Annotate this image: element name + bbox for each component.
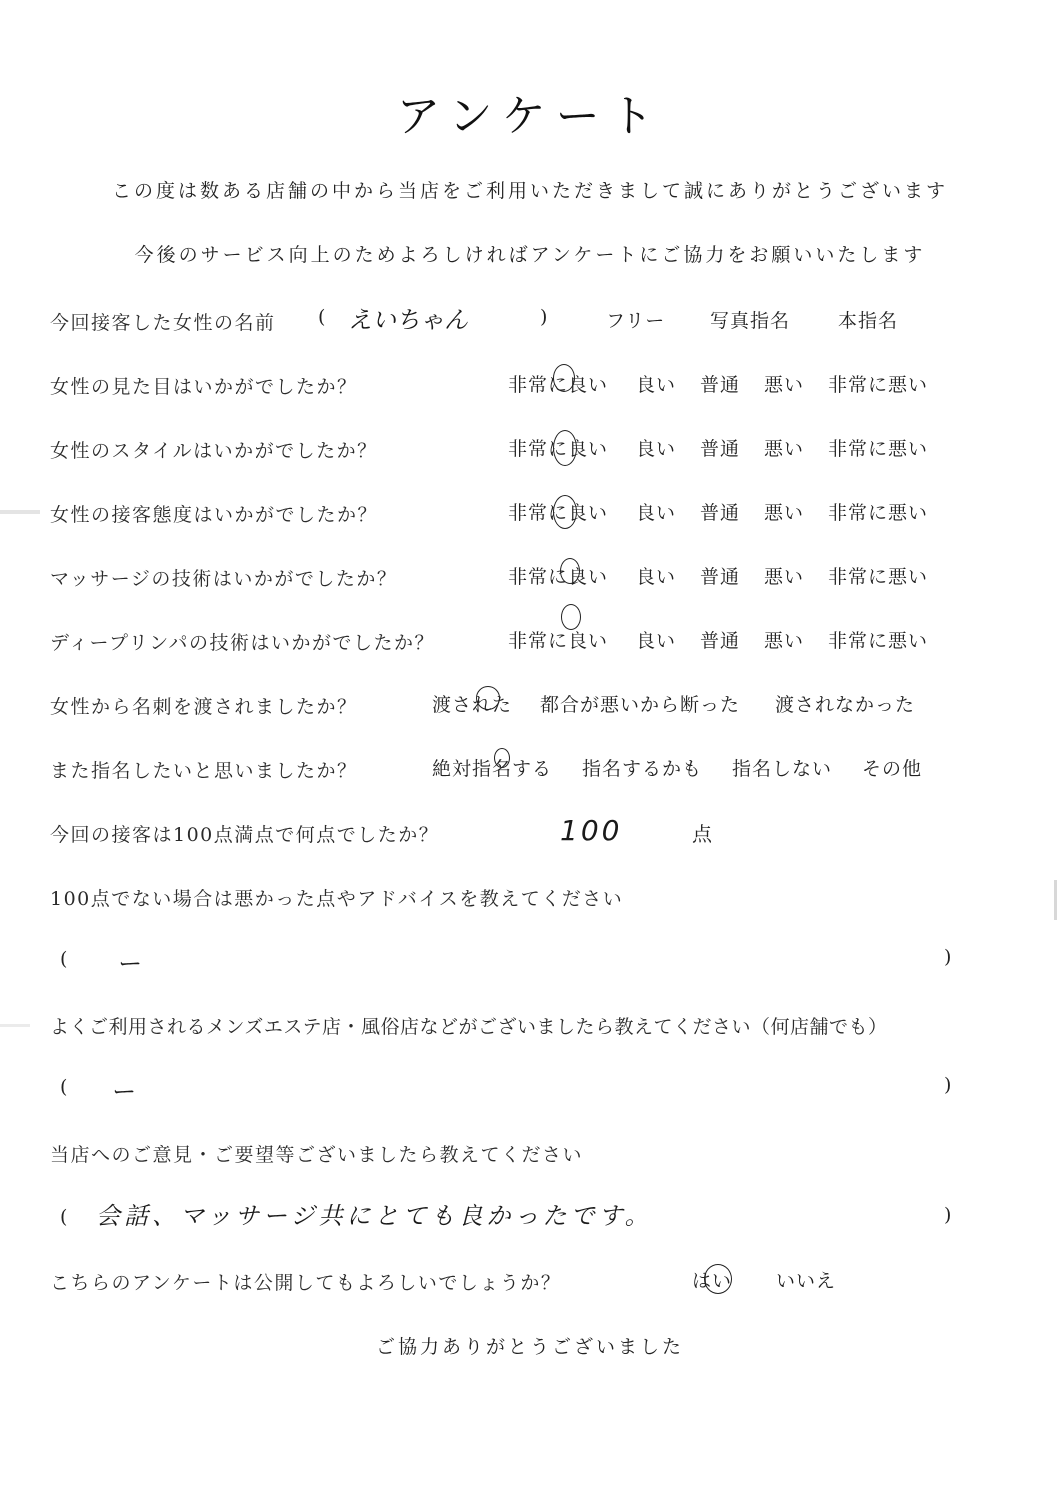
shops-question-label: よくご利用されるメンズエステ店・風俗店などがございましたら教えてください（何店舗でも） (50, 1016, 888, 1038)
again-option-definitely[interactable]: 絶対指名する (432, 758, 553, 780)
rating-option-average[interactable]: 普通 (700, 502, 741, 524)
advice-open-paren: ( (60, 948, 68, 970)
again-question-label: また指名したいと思いましたか？ (50, 760, 358, 782)
selection-circle (553, 364, 575, 392)
rating-option-average[interactable]: 普通 (700, 374, 741, 396)
again-option-other[interactable]: その他 (862, 758, 923, 780)
opinion-answer[interactable]: 会話、マッサージ共にとても良かったです。 (96, 1202, 653, 1230)
name-option-regular[interactable]: 本指名 (838, 310, 899, 332)
rating-option-good[interactable]: 良い (636, 630, 677, 652)
selection-circle (476, 686, 500, 710)
rating-question-style: 女性のスタイルはいかがでしたか？ (50, 440, 378, 462)
selection-circle (704, 1264, 732, 1294)
rating-option-bad[interactable]: 悪い (764, 438, 805, 460)
rating-option-very-bad[interactable]: 非常に悪い (828, 630, 929, 652)
name-open-paren: ( (318, 306, 326, 328)
rating-option-bad[interactable]: 悪い (764, 502, 805, 524)
opinion-open-paren: ( (60, 1206, 68, 1228)
name-close-paren: ) (540, 306, 548, 328)
rating-question-appearance: 女性の見た目はいかがでしたか？ (50, 376, 358, 398)
opinion-close-paren: ) (944, 1204, 952, 1226)
rating-option-good[interactable]: 良い (636, 502, 677, 524)
advice-answer[interactable]: ー (116, 950, 140, 978)
rating-option-good[interactable]: 良い (636, 438, 677, 460)
rating-question-massage: マッサージの技術はいかがでしたか？ (50, 568, 398, 590)
closing-text: ご協力ありがとうございました (375, 1336, 684, 1358)
name-option-free[interactable]: フリー (606, 310, 666, 332)
name-answer[interactable]: えいちゃん (348, 306, 468, 334)
rating-option-bad[interactable]: 悪い (764, 630, 805, 652)
advice-question-label: 100点でない場合は悪かった点やアドバイスを教えてください (50, 888, 624, 910)
again-option-no[interactable]: 指名しない (732, 758, 833, 780)
rating-option-average[interactable]: 普通 (700, 630, 741, 652)
rating-option-very-good[interactable]: 非常に良い (508, 502, 609, 524)
again-option-maybe[interactable]: 指名するかも (582, 758, 703, 780)
opinion-question-label: 当店へのご意見・ご要望等ございましたら教えてください (50, 1144, 584, 1166)
rating-option-average[interactable]: 普通 (700, 566, 741, 588)
rating-option-bad[interactable]: 悪い (764, 566, 805, 588)
publish-question-label: こちらのアンケートは公開してもよろしいでしょうか？ (50, 1272, 562, 1294)
publish-option-no[interactable]: いいえ (776, 1270, 837, 1292)
rating-option-very-good[interactable]: 非常に良い (508, 438, 609, 460)
rating-option-good[interactable]: 良い (636, 374, 677, 396)
rating-option-bad[interactable]: 悪い (764, 374, 805, 396)
rating-question-lymph: ディープリンパの技術はいかがでしたか？ (50, 632, 435, 654)
card-option-not-received[interactable]: 渡されなかった (775, 694, 916, 716)
survey-title: アンケート (396, 91, 664, 142)
card-question-label: 女性から名刺を渡されましたか？ (50, 696, 358, 718)
rating-option-very-good[interactable]: 非常に良い (508, 374, 609, 396)
rating-option-very-bad[interactable]: 非常に悪い (828, 502, 929, 524)
selection-circle (561, 604, 581, 630)
selection-circle (553, 495, 577, 529)
name-question-label: 今回接客した女性の名前 (50, 312, 276, 334)
card-option-declined[interactable]: 都合が悪いから断った (540, 694, 741, 716)
score-answer[interactable]: 100 (560, 814, 623, 847)
selection-circle (494, 748, 510, 768)
intro-line-2: 今後のサービス向上のためよろしければアンケートにご協力をお願いいたします (134, 244, 926, 266)
intro-line-1: この度は数ある店舗の中から当店をご利用いただきまして誠にありがとうございます (111, 180, 948, 202)
rating-option-very-good[interactable]: 非常に良い (508, 566, 609, 588)
rating-option-very-bad[interactable]: 非常に悪い (828, 374, 929, 396)
shops-open-paren: ( (60, 1076, 68, 1098)
score-question-label: 今回の接客は100点満点で何点でしたか？ (50, 824, 440, 846)
selection-circle (560, 558, 580, 584)
rating-question-service: 女性の接客態度はいかがでしたか？ (50, 504, 379, 526)
rating-option-average[interactable]: 普通 (700, 438, 741, 460)
rating-option-very-bad[interactable]: 非常に悪い (828, 438, 929, 460)
scan-artifact (0, 510, 40, 514)
selection-circle (553, 430, 577, 466)
rating-option-very-good[interactable]: 非常に良い (508, 630, 609, 652)
advice-close-paren: ) (944, 946, 952, 968)
scan-artifact (1054, 880, 1057, 920)
name-option-photo[interactable]: 写真指名 (710, 310, 791, 332)
rating-option-very-bad[interactable]: 非常に悪い (828, 566, 929, 588)
shops-close-paren: ) (944, 1074, 952, 1096)
card-option-received[interactable]: 渡された (432, 694, 513, 716)
scan-artifact (0, 1024, 30, 1027)
shops-answer[interactable]: ー (110, 1078, 134, 1106)
rating-option-good[interactable]: 良い (636, 566, 677, 588)
score-unit: 点 (692, 822, 713, 846)
publish-option-yes[interactable]: はい (692, 1270, 733, 1292)
